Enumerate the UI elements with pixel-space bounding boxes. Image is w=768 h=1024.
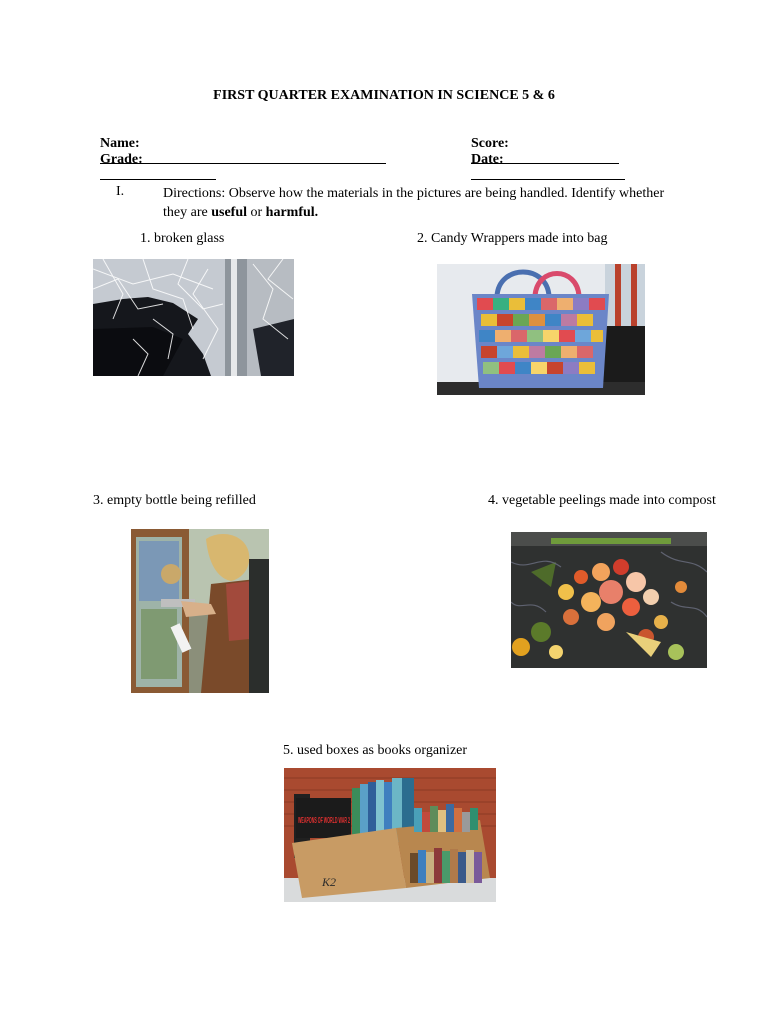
date-label: Date: — [471, 152, 504, 167]
box-marking: K2 — [322, 875, 337, 889]
item-1-caption: 1. broken glass — [140, 231, 225, 246]
bottle-refill-image — [131, 529, 269, 693]
item-5-caption: 5. used boxes as books organizer — [283, 743, 468, 758]
candy-wrapper-bag-image — [437, 264, 645, 395]
item-3-caption: 3. empty bottle being refilled — [93, 493, 256, 508]
directions-text — [163, 184, 683, 222]
book-spine-text: WEAPONS OF WORLD WAR 2 — [298, 816, 351, 825]
harmful-word: harmful — [265, 205, 315, 220]
compost-image — [511, 532, 707, 668]
grade-blank[interactable] — [100, 168, 216, 180]
item-2-caption: 2. Candy Wrappers made into bag — [417, 231, 608, 246]
date-field — [464, 136, 625, 185]
section-number: I. — [116, 184, 125, 199]
name-label: Name: — [100, 136, 140, 151]
directions-period: . — [314, 205, 319, 220]
grade-field — [93, 136, 216, 185]
score-label: Score: — [471, 136, 509, 151]
item-4-caption: 4. vegetable peelings made into compost — [488, 493, 716, 508]
or-word: or — [247, 205, 266, 220]
exam-title: FIRST QUARTER EXAMINATION IN SCIENCE 5 & 6 — [213, 88, 555, 103]
directions-body: Directions: Observe how the materials in the pictures are being handled. Identify whether they are — [163, 186, 665, 220]
book-boxes-image — [284, 768, 496, 902]
grade-label: Grade: — [100, 152, 143, 167]
broken-glass-image — [93, 259, 294, 376]
useful-word: useful — [211, 205, 247, 220]
date-blank[interactable] — [471, 168, 625, 180]
